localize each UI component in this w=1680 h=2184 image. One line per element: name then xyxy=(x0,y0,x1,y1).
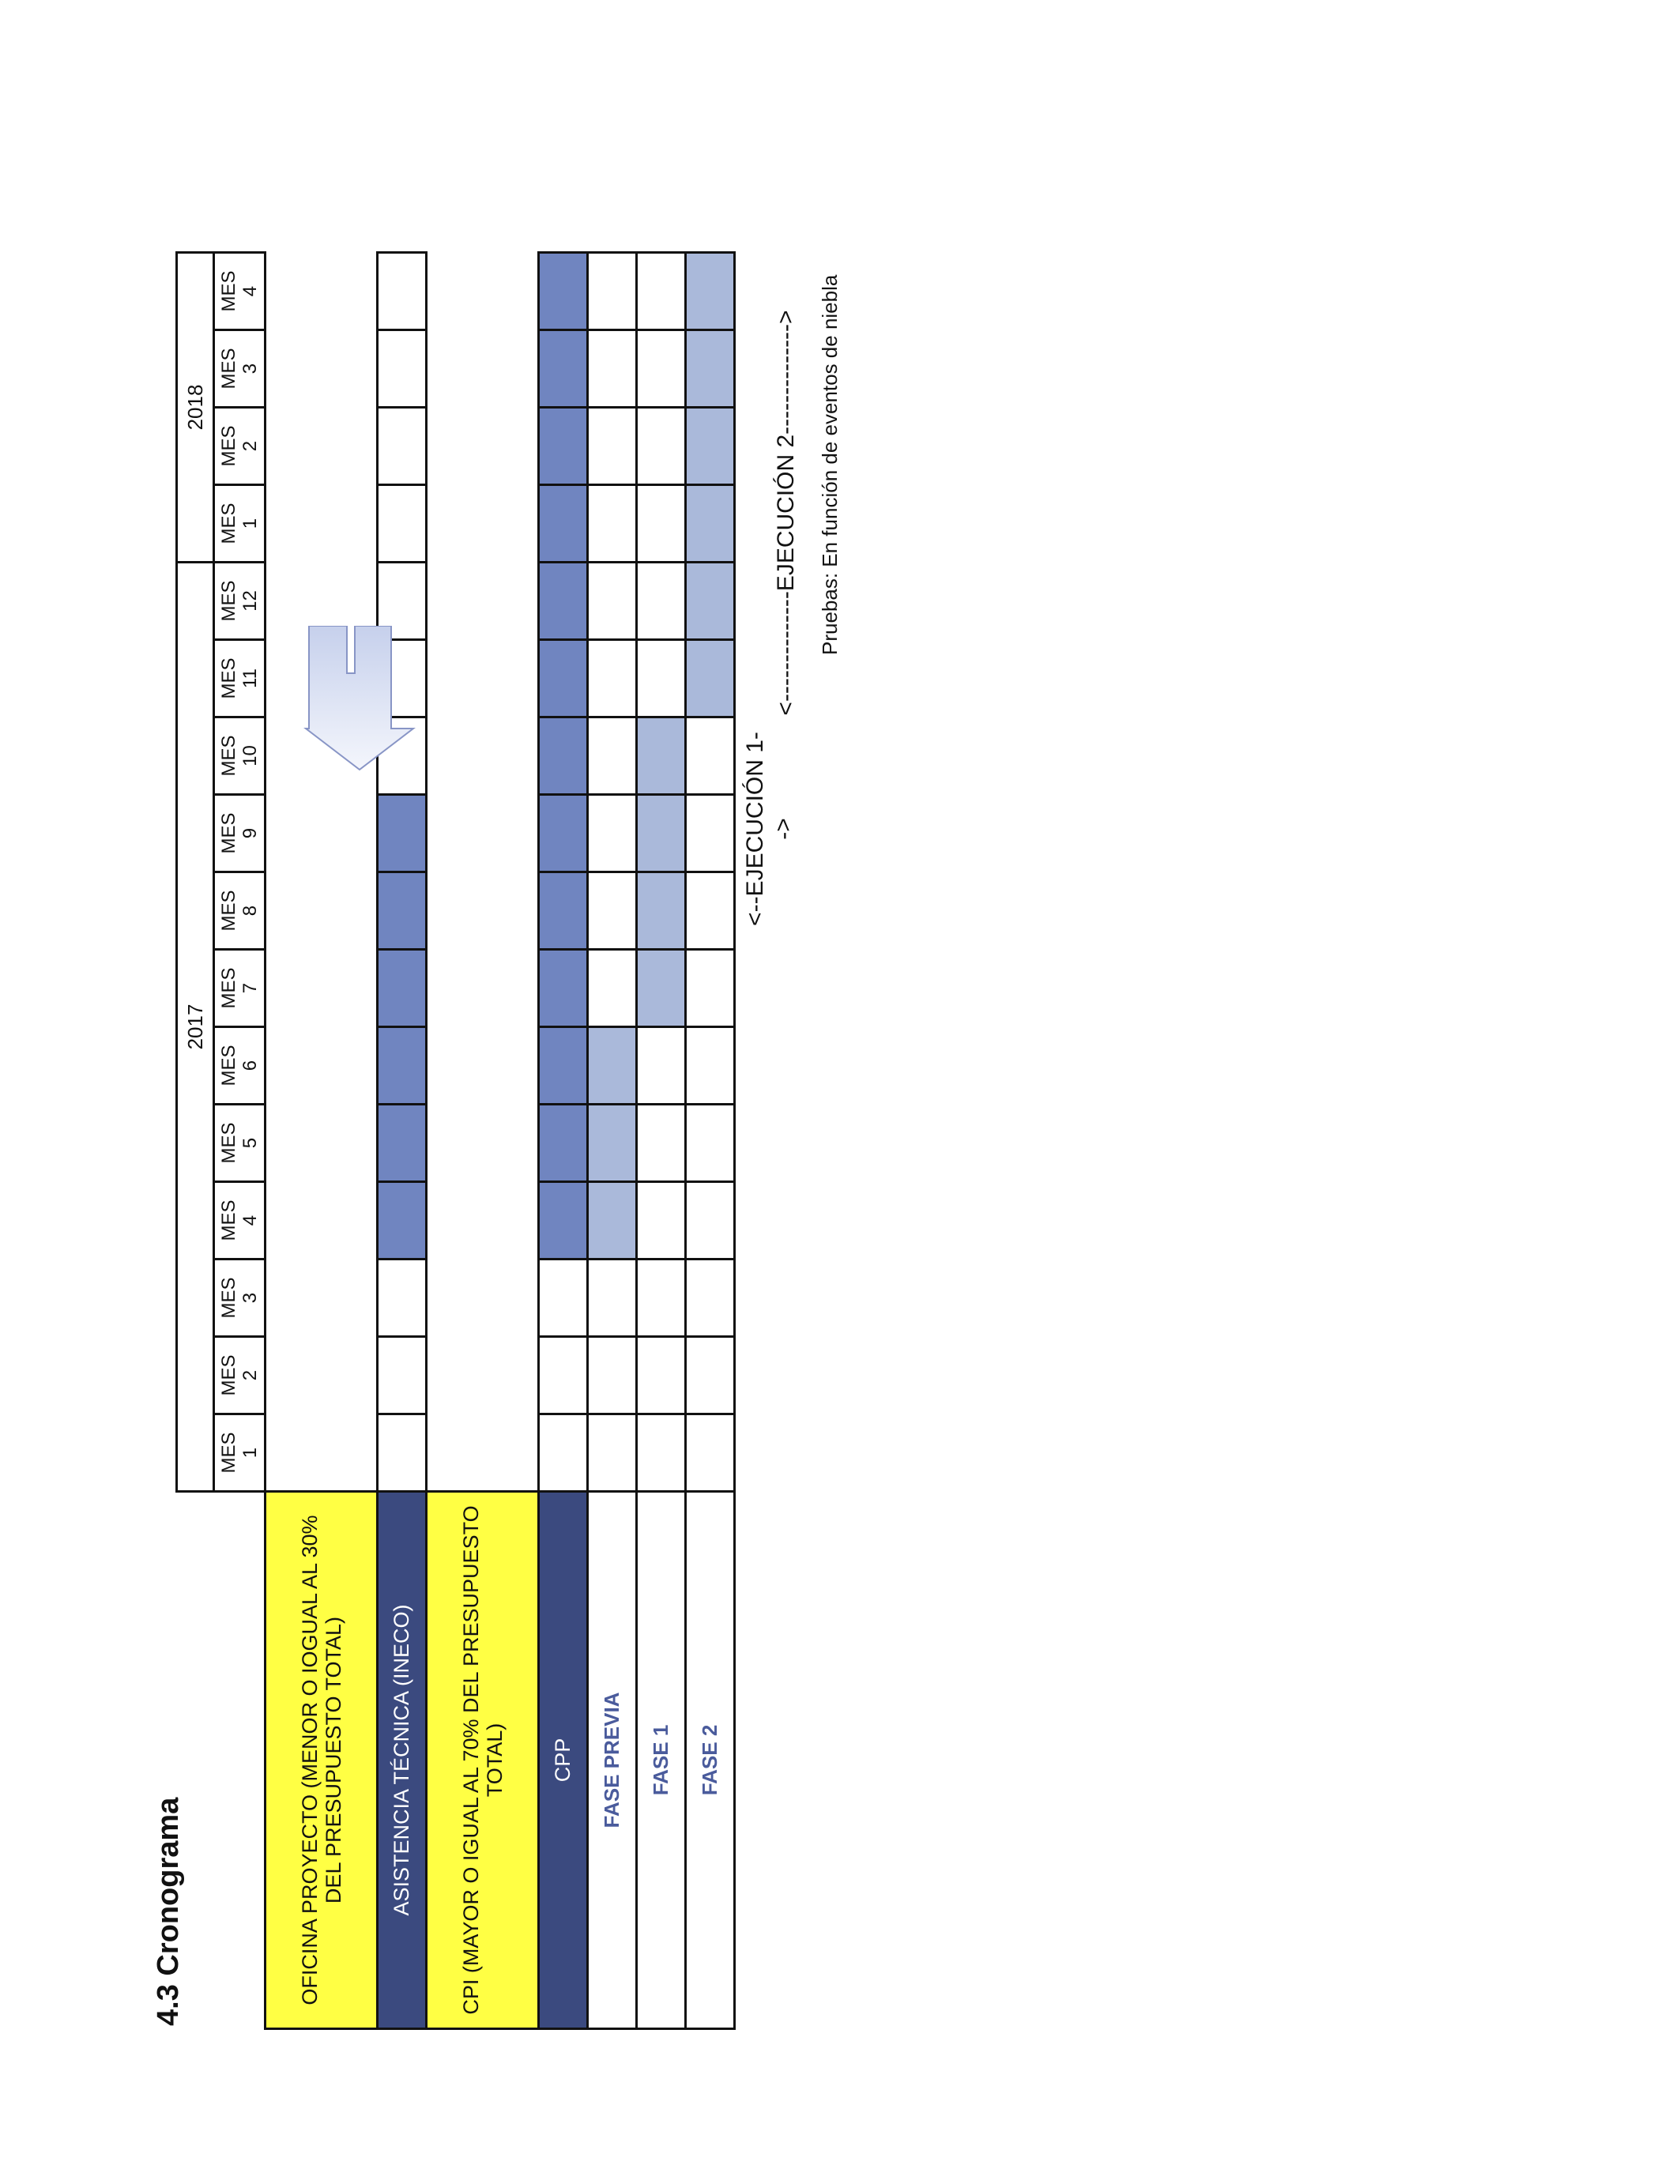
month-cell-active xyxy=(378,1027,427,1105)
month-cell-active xyxy=(686,640,735,717)
month-cell xyxy=(539,1260,588,1337)
month-word: MES xyxy=(218,1277,239,1319)
month-word: MES xyxy=(218,348,239,390)
month-cell xyxy=(637,485,686,563)
month-header xyxy=(214,330,266,408)
month-cell xyxy=(539,1414,588,1492)
month-cell-active xyxy=(539,640,588,717)
month-number: 4 xyxy=(239,1214,261,1226)
month-header xyxy=(214,1414,266,1492)
month-cell-active xyxy=(378,1105,427,1182)
month-cell xyxy=(588,253,637,330)
month-cell xyxy=(588,563,637,640)
month-word: MES xyxy=(218,1354,239,1396)
row-label: ASISTENCIA TÉCNICA (INECO) xyxy=(378,1492,427,2029)
month-cell xyxy=(588,1337,637,1414)
month-cell xyxy=(378,1260,427,1337)
month-header xyxy=(214,795,266,872)
row-label: FASE 1 xyxy=(637,1492,686,2029)
ejecucion-2-label: <--------------EJECUCIÓN 2--------------> xyxy=(773,310,799,716)
month-cell xyxy=(637,253,686,330)
month-header xyxy=(214,640,266,717)
month-cell xyxy=(686,795,735,872)
month-word: MES xyxy=(218,812,239,854)
month-cell-active xyxy=(539,408,588,485)
month-header xyxy=(214,717,266,795)
month-cell xyxy=(588,1414,637,1492)
month-cell xyxy=(637,1027,686,1105)
ejecucion-1-line1: <--EJECUCIÓN 1- xyxy=(742,732,768,926)
month-header xyxy=(214,563,266,640)
month-cell xyxy=(378,330,427,408)
month-cell xyxy=(686,950,735,1027)
year-header: 2018 xyxy=(177,253,214,563)
month-number: 8 xyxy=(239,905,261,917)
up-arrow-icon xyxy=(301,626,418,776)
month-number: 7 xyxy=(239,982,261,994)
month-cell-active xyxy=(539,717,588,795)
month-cell xyxy=(686,1105,735,1182)
month-cell-active xyxy=(378,950,427,1027)
schedule-row xyxy=(539,253,588,2029)
month-header-row xyxy=(214,253,266,2029)
month-header xyxy=(214,253,266,330)
month-cell xyxy=(378,1414,427,1492)
pruebas-note: Pruebas: En función de eventos de niebla xyxy=(818,274,842,655)
month-cell xyxy=(378,408,427,485)
month-word: MES xyxy=(218,1122,239,1164)
month-number: 11 xyxy=(239,668,261,688)
month-cell xyxy=(588,950,637,1027)
month-header xyxy=(214,1027,266,1105)
month-cell-active xyxy=(637,717,686,795)
ejecucion-1-line2: -> xyxy=(770,818,797,840)
month-number: 1 xyxy=(239,518,261,529)
month-cell xyxy=(637,330,686,408)
month-word: MES xyxy=(218,1199,239,1241)
month-cell xyxy=(686,1414,735,1492)
month-cell xyxy=(686,872,735,950)
month-number: 5 xyxy=(239,1137,261,1149)
month-cell-active xyxy=(539,330,588,408)
month-cell-active xyxy=(637,950,686,1027)
month-header xyxy=(214,1337,266,1414)
row-label: FASE PREVIA xyxy=(588,1492,637,2029)
schedule-row xyxy=(378,253,427,2029)
year-header: 2017 xyxy=(177,563,214,1492)
month-cell-active xyxy=(686,563,735,640)
row-label: CPI (MAYOR O IGUAL AL 70% DEL PRESUPUESTO TOTAL) xyxy=(427,1492,539,2029)
schedule-row xyxy=(588,253,637,2029)
schedule-table xyxy=(175,251,736,2030)
month-header xyxy=(214,1182,266,1260)
month-word: MES xyxy=(218,425,239,467)
month-cell xyxy=(637,1414,686,1492)
month-cell-active xyxy=(539,950,588,1027)
month-cell-active xyxy=(378,795,427,872)
month-cell-active xyxy=(588,1027,637,1105)
month-cell-active xyxy=(539,1027,588,1105)
month-cell-active xyxy=(539,1105,588,1182)
month-cell-active xyxy=(539,795,588,872)
month-word: MES xyxy=(218,270,239,312)
month-word: MES xyxy=(218,503,239,544)
schedule-row xyxy=(686,253,735,2029)
month-cell xyxy=(588,485,637,563)
month-cell xyxy=(378,1337,427,1414)
month-word: MES xyxy=(218,1045,239,1086)
month-number: 12 xyxy=(239,590,261,612)
month-word: MES xyxy=(218,735,239,777)
row-spacer xyxy=(266,253,378,1492)
month-cell-active xyxy=(686,408,735,485)
month-number: 2 xyxy=(239,440,261,452)
month-cell-active xyxy=(588,1182,637,1260)
row-spacer xyxy=(427,253,539,1492)
month-cell xyxy=(686,1337,735,1414)
month-word: MES xyxy=(218,657,239,699)
row-label: OFICINA PROYECTO (MENOR O IOGUAL AL 30% DEL PRESUPUESTO TOTAL) xyxy=(266,1492,378,2029)
month-cell xyxy=(588,1260,637,1337)
month-cell-active xyxy=(539,485,588,563)
month-cell-active xyxy=(686,485,735,563)
month-cell xyxy=(588,330,637,408)
month-cell xyxy=(637,1260,686,1337)
section-title: 4.3 Cronograma xyxy=(152,1797,185,2026)
month-word: MES xyxy=(218,1432,239,1474)
month-header xyxy=(214,950,266,1027)
month-number: 4 xyxy=(239,285,261,297)
row-label: FASE 2 xyxy=(686,1492,735,2029)
month-cell xyxy=(637,1337,686,1414)
month-number: 6 xyxy=(239,1060,261,1071)
month-header xyxy=(214,485,266,563)
month-cell xyxy=(637,1105,686,1182)
month-cell-active xyxy=(686,253,735,330)
month-number: 9 xyxy=(239,827,261,839)
month-cell xyxy=(588,640,637,717)
month-cell-active xyxy=(637,795,686,872)
month-cell xyxy=(637,408,686,485)
month-header xyxy=(214,872,266,950)
month-header xyxy=(214,1260,266,1337)
month-cell-active xyxy=(378,872,427,950)
month-cell-active xyxy=(378,1182,427,1260)
month-cell-active xyxy=(539,1182,588,1260)
month-cell xyxy=(588,408,637,485)
schedule-row xyxy=(637,253,686,2029)
month-cell xyxy=(539,1337,588,1414)
header-spacer xyxy=(177,1492,214,2029)
month-cell-active xyxy=(588,1105,637,1182)
month-header xyxy=(214,1105,266,1182)
month-cell xyxy=(588,795,637,872)
month-cell-active xyxy=(686,330,735,408)
month-word: MES xyxy=(218,580,239,622)
schedule-row xyxy=(427,253,539,2029)
month-cell xyxy=(378,485,427,563)
month-cell-active xyxy=(539,253,588,330)
month-number: 2 xyxy=(239,1369,261,1381)
row-label: CPP xyxy=(539,1492,588,2029)
month-cell xyxy=(588,717,637,795)
year-header-row xyxy=(177,253,214,2029)
month-cell xyxy=(686,1260,735,1337)
schedule-row xyxy=(266,253,378,2029)
month-number: 3 xyxy=(239,363,261,375)
month-number: 10 xyxy=(239,745,261,766)
month-cell-active xyxy=(637,872,686,950)
month-cell-active xyxy=(539,563,588,640)
month-cell-active xyxy=(539,872,588,950)
month-number: 3 xyxy=(239,1292,261,1304)
month-header xyxy=(214,408,266,485)
month-cell xyxy=(686,1027,735,1105)
header-spacer xyxy=(214,1492,266,2029)
month-cell xyxy=(588,872,637,950)
month-number: 1 xyxy=(239,1447,261,1459)
month-cell xyxy=(637,563,686,640)
month-cell xyxy=(378,253,427,330)
month-cell xyxy=(686,717,735,795)
month-word: MES xyxy=(218,967,239,1009)
month-cell xyxy=(637,640,686,717)
month-cell xyxy=(686,1182,735,1260)
month-word: MES xyxy=(218,890,239,932)
month-cell xyxy=(637,1182,686,1260)
